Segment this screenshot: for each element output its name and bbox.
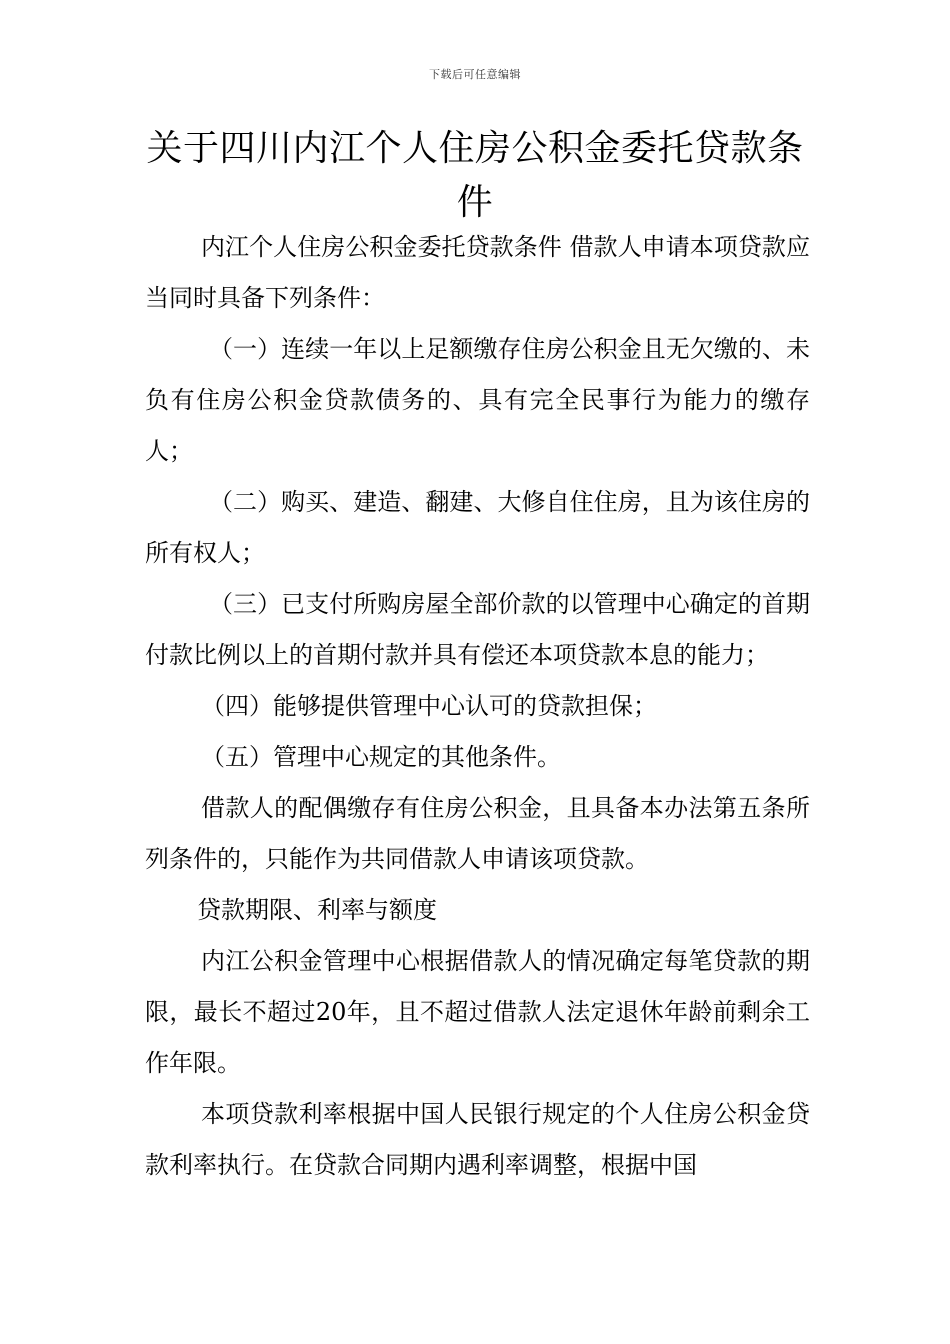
paragraph-condition-1: （一）连续一年以上足额缴存住房公积金且无欠缴的、未负有住房公积金贷款债务的、具有完全民事行为能力的缴存人；: [145, 335, 810, 465]
document-title: 关于四川内江个人住房公积金委托贷款条件: [146, 128, 804, 223]
paragraph-intro: 内江个人住房公积金委托贷款条件 借款人申请本项贷款应当同时具备下列条件：: [145, 233, 810, 312]
paragraph-condition-5: （五）管理中心规定的其他条件。: [201, 743, 561, 771]
document-body: [145, 222, 810, 1191]
paragraph-spouse: 借款人的配偶缴存有住房公积金，且具备本办法第五条所列条件的，只能作为共同借款人申请该项贷款。: [145, 794, 810, 873]
paragraph-interest-rate: 本项贷款利率根据中国人民银行规定的个人住房公积金贷款利率执行。在贷款合同期内遇利率调整，根据中国: [145, 1100, 810, 1179]
paragraph-condition-4: （四）能够提供管理中心认可的贷款担保；: [201, 692, 657, 720]
section-heading-loan-terms: 贷款期限、利率与额度: [197, 896, 437, 924]
paragraph-loan-term: 内江公积金管理中心根据借款人的情况确定每笔贷款的期限，最长不超过20年，且不超过借款人法定退休年龄前剩余工作年限。: [145, 947, 810, 1077]
paragraph-condition-2: （二）购买、建造、翻建、大修自住住房，且为该住房的所有权人；: [145, 488, 810, 567]
header-note: 下载后可任意编辑: [429, 68, 521, 81]
paragraph-condition-3: （三）已支付所购房屋全部价款的以管理中心确定的首期付款比例以上的首期付款并具有偿还本项贷款本息的能力；: [145, 590, 810, 669]
